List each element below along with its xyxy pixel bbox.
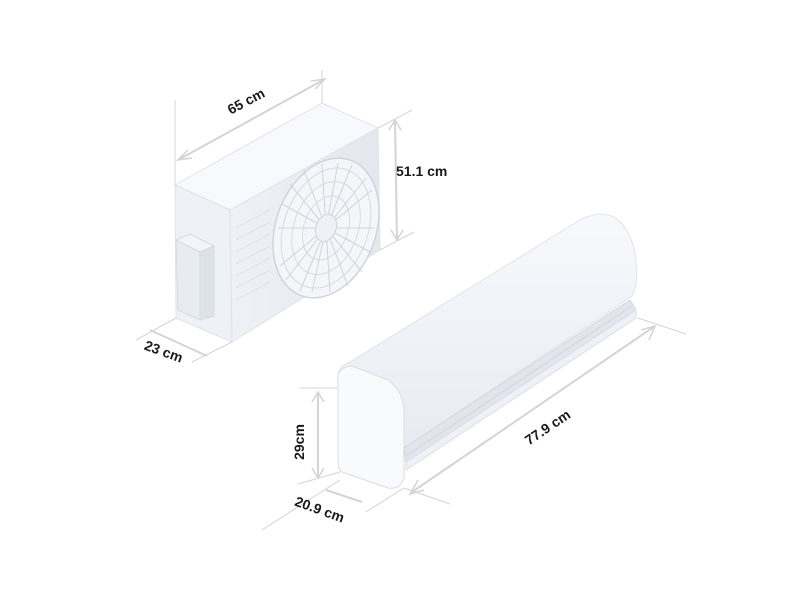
outdoor-height-label: 51.1 cm bbox=[396, 163, 448, 179]
outdoor-width-label: 65 cm bbox=[224, 84, 268, 118]
outdoor-height-dimension bbox=[395, 120, 397, 240]
indoor-depth-dimension bbox=[326, 490, 362, 502]
indoor-depth-label: 20.9 cm bbox=[292, 492, 347, 526]
indoor-height-label: 29cm bbox=[291, 424, 307, 460]
outdoor-valve-cover bbox=[176, 234, 214, 320]
outdoor-unit bbox=[175, 103, 398, 342]
indoor-unit bbox=[338, 214, 637, 488]
indoor-width-label: 77.9 cm bbox=[521, 406, 574, 449]
outdoor-depth-label: 23 cm bbox=[142, 336, 186, 366]
